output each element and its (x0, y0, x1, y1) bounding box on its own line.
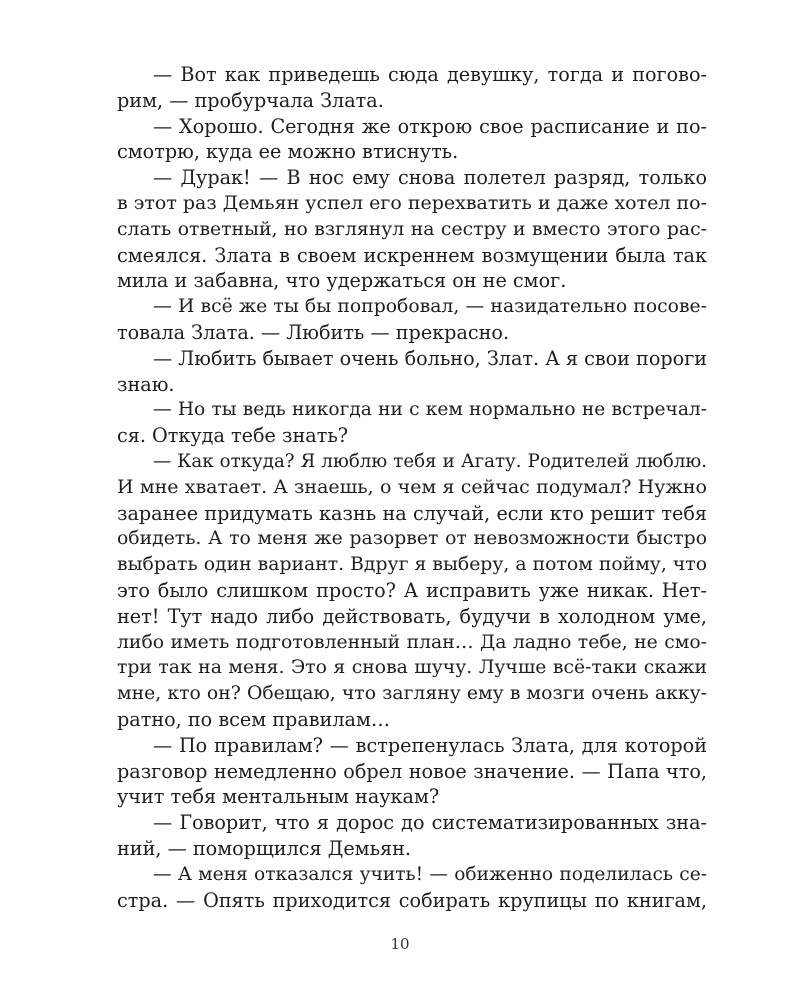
text-line: И мне хватает. А знаешь, о чем я сейчас подумал? Нужно (117, 475, 707, 498)
text-line: три так на меня. Это я снова шучу. Лучше всё-таки скажи (117, 657, 707, 679)
text-line: — Вот как приведешь сюда девушку, тогда и погово- (153, 63, 707, 86)
text-line: выбрать один вариант. Вдруг я выберу, а потом пойму, что (117, 554, 707, 576)
text-line: нет! Тут надо либо действовать, будучи в холодном уме, (117, 604, 707, 628)
text-line: ний, — поморщился Демьян. (117, 836, 412, 860)
text-line: это было слишком просто? А исправить уже никак. Нет- (117, 578, 707, 602)
text-line: учит тебя ментальным наукам? (117, 785, 440, 809)
text-line: смотрю, куда ее можно втиснуть. (117, 140, 459, 164)
text-line: либо иметь подготовленный план… Да ладно тебе, не смо- (117, 631, 707, 653)
text-line: — Любить бывает очень больно, Злат. А я свои пороги (153, 346, 708, 370)
text-line: знаю. (117, 372, 175, 396)
text-line: стра. — Опять приходится собирать крупицы по книгам, (117, 888, 707, 912)
text-line: — Но ты ведь никогда ни с кем нормально не встречал- (153, 399, 707, 421)
page-number: 10 (390, 935, 410, 953)
text-line: ся. Откуда тебе знать? (117, 424, 349, 448)
text-line: — Хорошо. Сегодня же открою свое расписание и по- (153, 114, 707, 138)
text-line: ратно, по всем правилам… (117, 707, 391, 731)
text-line: заранее придумать казнь на случай, если кто решит тебя (117, 501, 707, 525)
text-line: товала Злата. — Любить — прекрасно. (117, 320, 510, 344)
text-line: — Как откуда? Я люблю тебя и Агату. Родителей люблю. (153, 450, 707, 472)
text-line: — И всё же ты бы попробовал, — назидательно посове- (153, 296, 707, 318)
text-line: смеялся. Злата в своем искреннем возмущении была так (117, 243, 707, 267)
text-line: рим, — пробурчала Злата. (117, 88, 384, 112)
text-line: слать ответный, но взглянул на сестру и вместо этого рас- (117, 218, 707, 240)
text-line: — Дурак! — В нос ему снова полетел разряд, только (153, 166, 707, 190)
text-line: обидеть. А то меня же разорвет от невозможности быстро (117, 528, 707, 550)
text-line: разговор немедленно обрел новое значение. — Папа что, (117, 759, 707, 783)
body-text (117, 62, 707, 913)
text-line: — По правилам? — встрепенулась Злата, для которой (153, 733, 707, 757)
text-line: — Говорит, что я дорос до систематизированных зна- (153, 811, 707, 835)
text-line: мне, кто он? Обещаю, что загляну ему в мозги очень акку- (117, 683, 707, 705)
text-line: мила и забавна, что удержаться он не смог. (117, 269, 567, 293)
text-line: в этот раз Демьян успел его перехватить и даже хотел по- (117, 191, 707, 214)
text-line: — А меня отказался учить! — обиженно поделилась се- (153, 863, 707, 885)
